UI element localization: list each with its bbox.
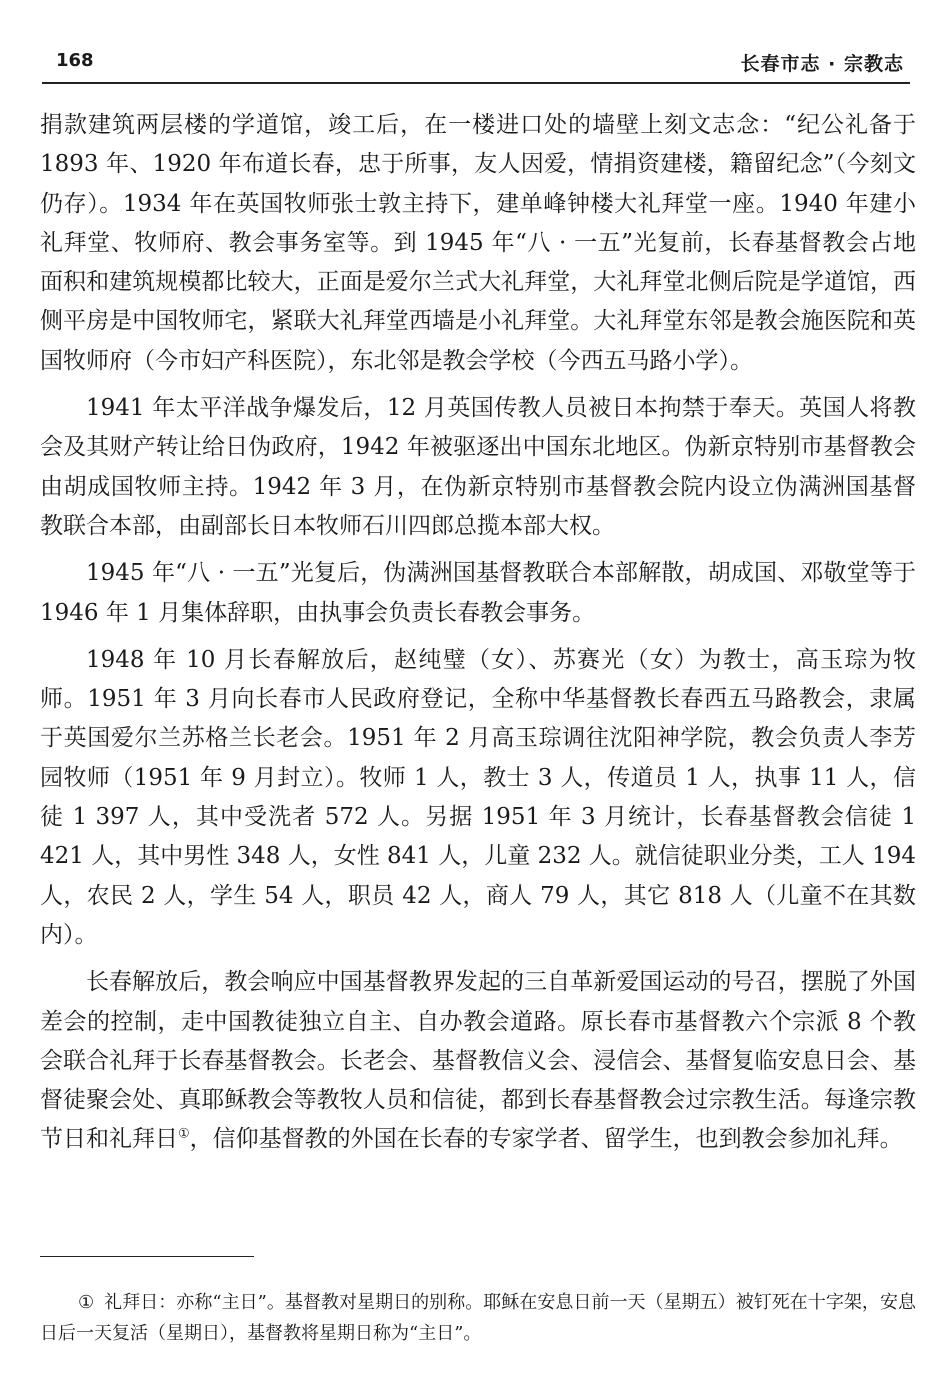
paragraph: 1941 年太平洋战争爆发后，12 月英国传教人员被日本拘禁于奉天。英国人将教会及其财产转让给日伪政府，1942 年被驱逐出中国东北地区。伪新京特别市基督教会由胡成国牧师主持。1942 年 3 月，在伪新京特别市基督教会院内设立伪满洲国基督教联合本部，由副部长日本牧师石川四郎总揽本部大权。 — [40, 395, 916, 539]
paragraph-text-part-1: 长春解放后，教会响应中国基督教界发起的三自革新爱国运动的号召，摆脱了外国差会的控制，走中国教徒独立自主、自办教会道路。原长春市基督教六个宗派 8 个教会联合礼拜于长春基督教会。长老会、基督教信义会、浸信会、基督复临安息日会、基督徒聚会处、真耶稣教会等教牧人员和信徒，都到长春基督教会过宗教生活。每逢宗教节日和礼拜日 — [40, 969, 916, 1153]
page-header — [42, 48, 910, 84]
body-text — [40, 106, 916, 1168]
paragraph: 1948 年 10 月长春解放后，赵纯璧（女）、苏赛光（女）为教士，高玉琮为牧师。1951 年 3 月向长春市人民政府登记，全称中华基督教长春西五马路教会，隶属于英国爱尔兰苏格兰长老会。1951 年 2 月高玉琮调往沈阳神学院，教会负责人李芳园牧师（1951 年 9 月封立）。牧师 1 人，教士 3 人，传道员 1 人，执事 11 人，信徒 1 397 人，其中受洗者 572 人。另据 1951 年 3 月统计，长春基督教会信徒 1 421 人，其中男性 348 人，女性 841 人，儿童 232 人。就信徒职业分类，工人 194 人，农民 2 人，学生 54 人，职员 42 人，商人 79 人，其它 818 人（儿童不在其数内）。 — [40, 646, 916, 948]
paragraph-continued: 捐款建筑两层楼的学道馆，竣工后，在一楼进口处的墙壁上刻文志念：“纪公礼备于 1893 年、1920 年布道长春，忠于所事，友人因爱，情捐资建楼，籍留纪念”（今刻文仍存）。1934 年在英国牧师张士敦主持下，建单峰钟楼大礼拜堂一座。1940 年建小礼拜堂、牧师府、教会事务室等。到 1945 年“八 · 一五”光复前，长春基督教会占地面积和建筑规模都比较大，正面是爱尔兰式大礼拜堂，大礼拜堂北侧后院是学道馆，西侧平房是中国牧师宅，紧联大礼拜堂西墙是小礼拜堂。大礼拜堂东邻是教会施医院和英国牧师府（今市妇产科医院），东北邻是教会学校（今西五马路小学）。 — [40, 112, 916, 374]
page-number: 168 — [56, 50, 94, 71]
footnote-text: 礼拜日：亦称“主日”。基督教对星期日的别称。耶稣在安息日前一天（星期五）被钉死在十字架，安息日后一天复活（星期日），基督教将星期日称为“主日”。 — [40, 1292, 916, 1344]
footnote-divider — [40, 1256, 254, 1257]
footnote-reference[interactable]: ① — [178, 1126, 190, 1142]
paragraph-with-footnote — [40, 963, 916, 1159]
paragraph-text-part-2: ，信仰基督教的外国在长春的专家学者、留学生，也到教会参加礼拜。 — [189, 1126, 903, 1153]
running-head: 长春市志 · 宗教志 — [740, 53, 904, 75]
paragraph: 1945 年“八 · 一五”光复后，伪满洲国基督教联合本部解散，胡成国、邓敬堂等于 1946 年 1 月集体辞职，由执事会负责长春教会事务。 — [40, 560, 916, 626]
footnote — [40, 1287, 916, 1349]
footnote-number: ① — [78, 1292, 95, 1313]
